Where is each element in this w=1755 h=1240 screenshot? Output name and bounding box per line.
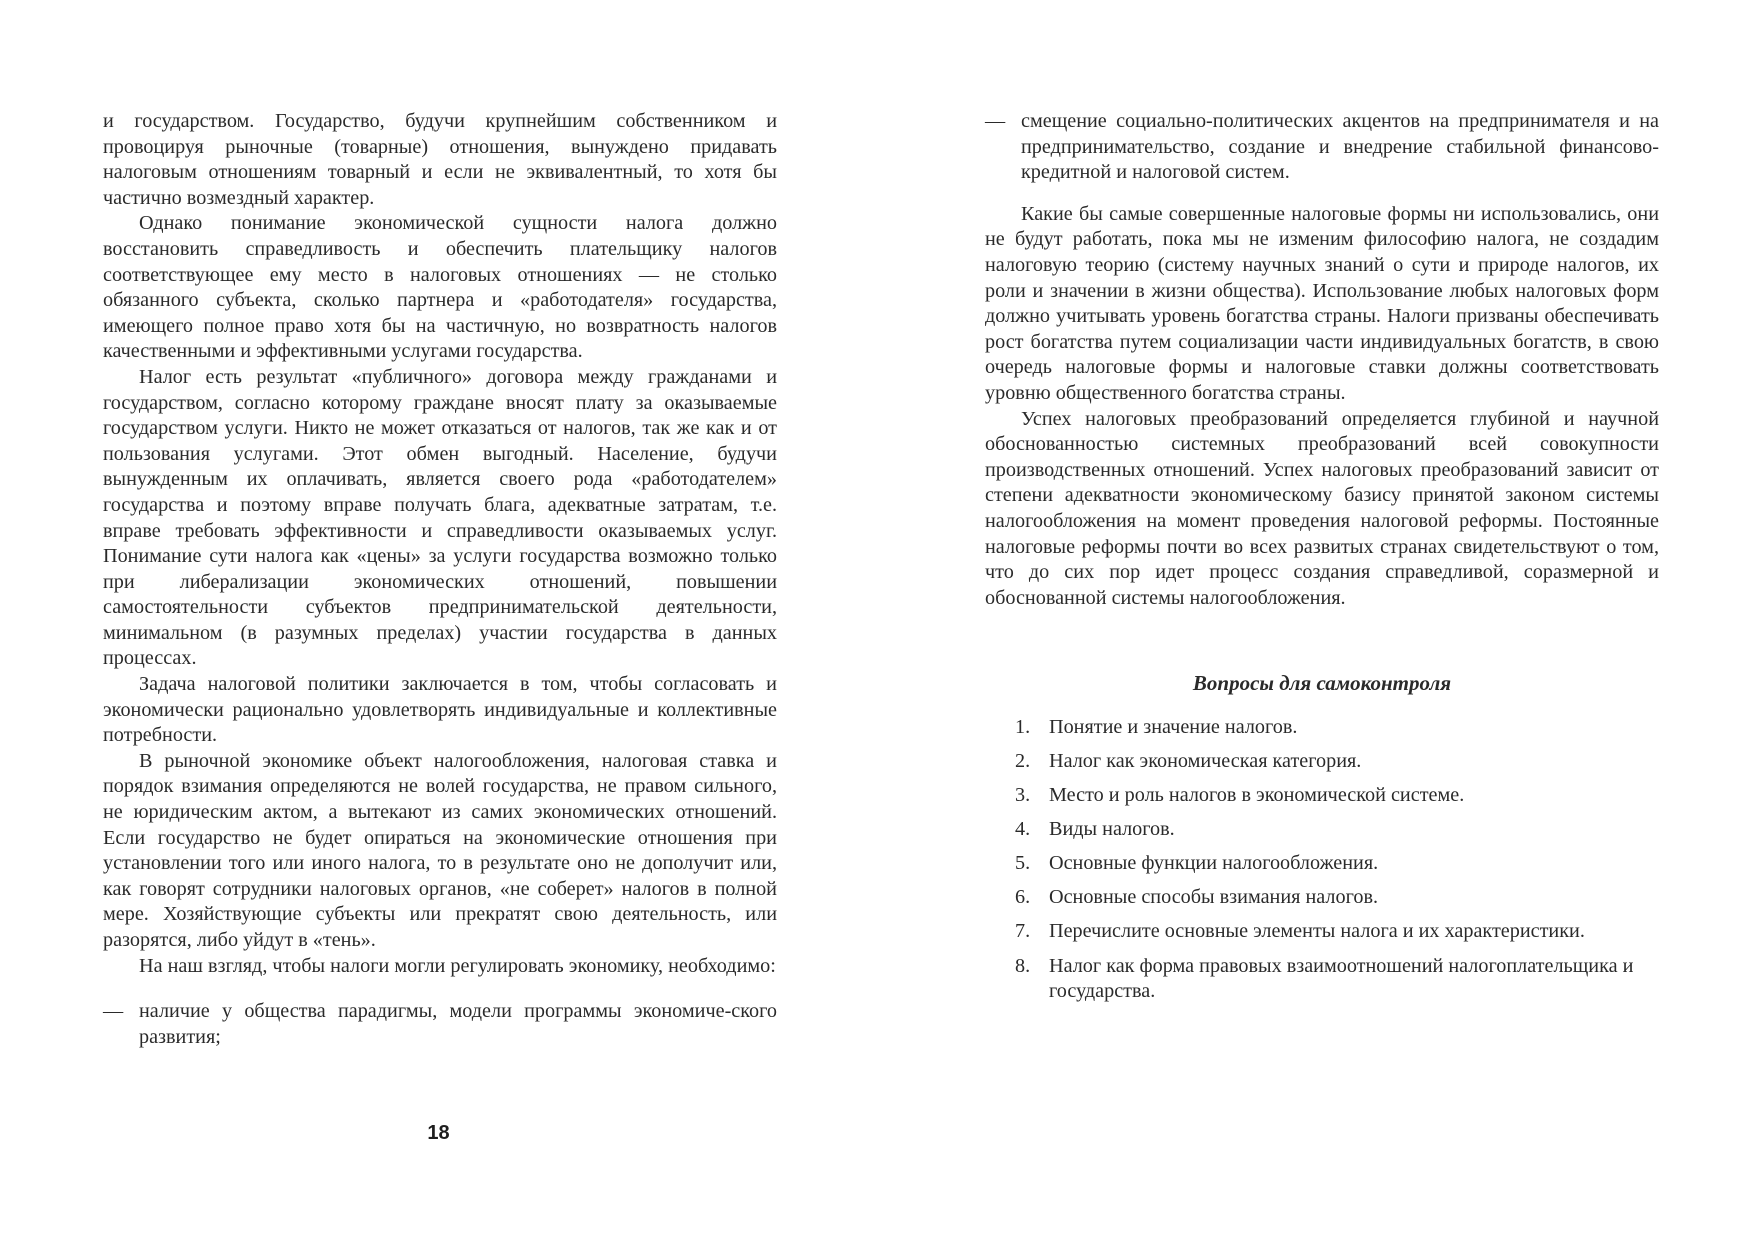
paragraph: Задача налоговой политики заключается в том, чтобы согласовать и экономически рационально удовлетворять индивидуальные и коллективные потребности. — [103, 673, 777, 747]
list-item — [985, 919, 1659, 945]
list-item-text: Основные способы взимания налогов. — [1049, 886, 1379, 909]
right-text-column — [985, 109, 1659, 1013]
paragraph: На наш взгляд, чтобы налоги могли регулировать экономику, необходимо: — [139, 954, 776, 977]
left-page — [0, 0, 877, 1240]
list-item-text: Виды налогов. — [1049, 818, 1175, 841]
list-item-text: Налог как экономическая категория. — [1049, 749, 1362, 772]
questions-heading: Вопросы для самоконтроля — [1192, 671, 1452, 696]
dash-item-text: смещение социально-политических акцентов на предпринимателя и на предпринимательство, создание и внедрение стабильной финансово-кредитной и налоговой систем. — [1021, 110, 1659, 184]
dash-list-item — [985, 109, 1659, 186]
paragraph: В рыночной экономике объект налогообложения, налоговая ставка и порядок взимания определяются не волей государства, не правом сильного, не юридическим актом, а вытекают из самих экономических отношений. Если государство не будет опираться на экономические отношения при установлении того или иного налога, то в результате оно не дополучит или, как говорят сотрудники налоговых органов, «не соберет» налогов в полной мере. Хозяйствующие субъекты или прекратят свою деятельность, или разорятся, либо уйдут в «тень». — [103, 749, 777, 951]
dash-list-item — [103, 999, 777, 1050]
list-number: 2. — [1015, 749, 1031, 772]
list-number: 4. — [1015, 818, 1031, 841]
list-item — [985, 749, 1659, 775]
list-number: 5. — [1015, 852, 1031, 875]
list-number: 6. — [1015, 886, 1031, 909]
page-number: 18 — [427, 1122, 450, 1144]
right-page — [877, 0, 1755, 1240]
list-item-text: Понятие и значение налогов. — [1049, 715, 1298, 738]
paragraph: Однако понимание экономической сущности налога должно восстановить справедливость и обеспечить плательщику налогов соответствующее ему место в налоговых отношениях — не столько обязанного субъекта, сколько партнера и «работодателя» государства, имеющего полное право хотя бы на частичную, но возвратность налогов качественными и эффективными услугами государства. — [103, 212, 777, 363]
dash-item-text: наличие у общества парадигмы, модели программы экономиче-ского развития; — [139, 1000, 777, 1048]
list-item — [985, 715, 1659, 741]
list-number: 3. — [1015, 784, 1031, 807]
list-item — [985, 851, 1659, 877]
dash-bullet: — — [985, 110, 1006, 132]
questions-list — [985, 715, 1659, 1005]
paragraph: Налог есть результат «публичного» договора между гражданами и государством, согласно которому граждане вносят плату за оказываемые государством услуги. Никто не может отказаться от налогов, так же как и от пользования услугами. Этот обмен выгодный. Население, будучи вынужденным их оплачивать, является своего рода «работодателем» государства и поэтому вправе получать блага, адекватные затратам, т.е. вправе требовать эффективности и справедливости оказываемых услуг. Понимание сути налога как «цены» за услуги государства возможно только при либерализации экономических отношений, повышении самостоятельности субъектов предпринимательской деятельности, минимальном (в разумных пределах) участии государства в данных процессах. — [103, 365, 777, 670]
list-item-text: Основные функции налогообложения. — [1049, 852, 1379, 875]
paragraph: Успех налоговых преобразований определяется глубиной и научной обоснованностью системных преобразований всей совокупности производственных отношений. Успех налоговых преобразований зависит от степени адекватности экономическому базису принятой законом системы налогообложения на момент проведения налоговой реформы. Постоянные налоговые реформы почти во всех развитых странах свидетельствуют о том, что до сих пор идет процесс создания справедливой, соразмерной и обоснованной системы налогообложения. — [985, 407, 1659, 609]
list-item — [985, 817, 1659, 843]
dash-bullet: — — [103, 1000, 124, 1023]
paragraph: и государством. Государство, будучи крупнейшим собственником и провоцируя рыночные (товарные) отношения, вынуждено придавать налоговым отношениям товарный и если не эквивалентный, то хотя бы частично возмездный характер. — [103, 110, 777, 209]
list-item-text: Перечислите основные элементы налога и их характеристики. — [1049, 920, 1585, 943]
list-item — [985, 885, 1659, 911]
list-item-text: Место и роль налогов в экономической системе. — [1049, 784, 1465, 807]
list-number: 1. — [1015, 715, 1031, 738]
list-item-text: Налог как форма правовых взаимоотношений налогоплательщика и государства. — [1049, 954, 1634, 1003]
list-item — [985, 783, 1659, 809]
list-number: 8. — [1015, 954, 1031, 977]
list-number: 7. — [1015, 920, 1031, 943]
paragraph: Какие бы самые совершенные налоговые формы ни использовались, они не будут работать, пока мы не изменим философию налога, не создадим налоговую теорию (систему научных знаний о сути и природе налогов, их роли и значении в жизни общества). Использование любых налоговых форм должно учитывать уровень богатства страны. Налоги призваны обеспечивать рост богатства путем социализации части индивидуальных богатств, в свою очередь налоговые формы и налоговые ставки должны соответствовать уровню общественного богатства страны. — [985, 202, 1659, 404]
list-item — [985, 954, 1659, 1005]
left-text-column — [103, 109, 777, 1050]
